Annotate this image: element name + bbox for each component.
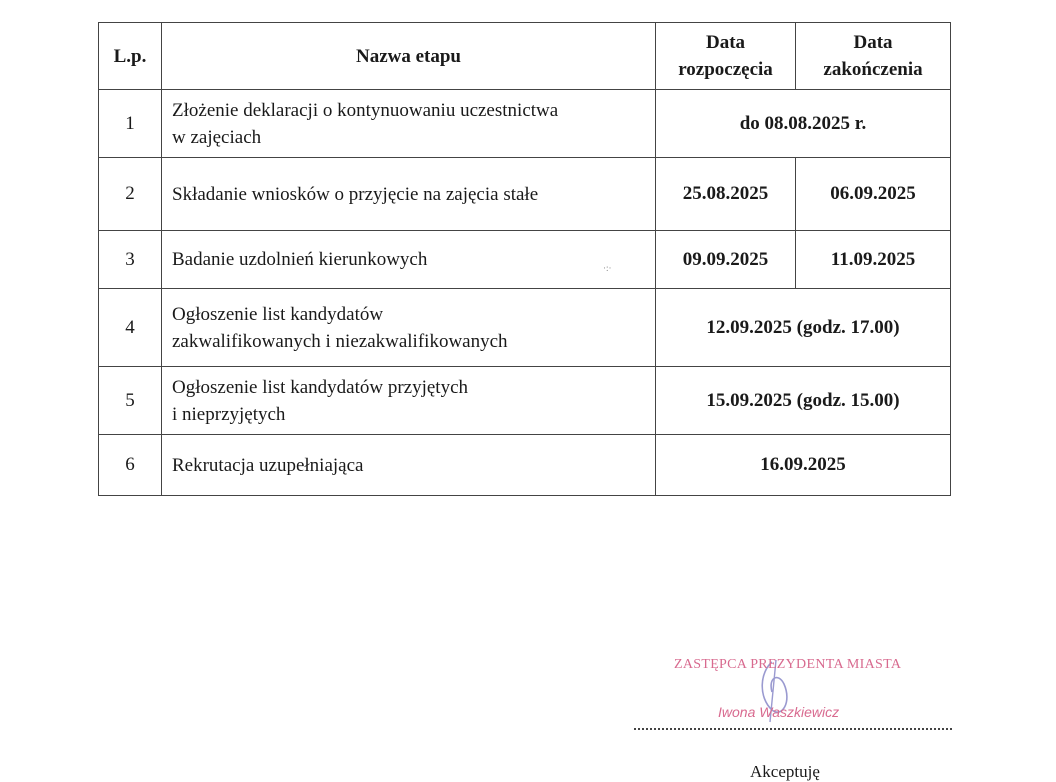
stage-name [162,289,656,367]
signature-line [634,718,952,730]
stage-name-line1: Złożenie deklaracji o kontynuowaniu uczestnictwa [172,99,559,121]
stage-date: 16.09.2025 [656,435,951,496]
header-end-line2: zakończenia [823,59,923,80]
header-start-line2: rozpoczęcia [678,59,773,80]
stamp-title: ZASTĘPCA PREZYDENTA MIASTA [674,657,902,672]
table-row [99,289,951,367]
stage-name-line2: i nieprzyjętych [172,403,286,425]
table-row [99,231,951,289]
stage-date: 15.09.2025 (godz. 15.00) [656,367,951,435]
header-start-date [656,23,796,90]
row-number: 3 [99,231,162,289]
stage-name: Składanie wniosków o przyjęcie na zajęcia stałe [162,158,656,231]
header-lp: L.p. [99,23,162,90]
accept-label: Akceptuję [750,762,820,781]
stage-name-line2: zakwalifikowanych i niezakwalifikowanych [172,330,508,352]
stage-date: 12.09.2025 (godz. 17.00) [656,289,951,367]
stage-start-date: 25.08.2025 [656,158,796,231]
table-header-row [99,23,951,90]
stage-name [162,367,656,435]
table-row [99,435,951,496]
header-stage-name: Nazwa etapu [162,23,656,90]
header-end-date [796,23,951,90]
stage-start-date: 09.09.2025 [656,231,796,289]
recruitment-schedule-table [98,22,951,496]
table-row [99,158,951,231]
row-number: 1 [99,90,162,158]
stage-date: do 08.08.2025 r. [656,90,951,158]
stage-name: Badanie uzdolnień kierunkowych [162,231,656,289]
header-start-line1: Data [705,32,746,53]
stage-name [162,90,656,158]
scan-speck: ·:· [603,263,612,273]
stage-name-line1: Ogłoszenie list kandydatów [172,303,384,325]
row-number: 2 [99,158,162,231]
table-row [99,90,951,158]
header-end-line1: Data [853,32,893,53]
stage-end-date: 06.09.2025 [796,158,951,231]
stage-name-line2: w zajęciach [172,126,262,148]
row-number: 4 [99,289,162,367]
stamp-signatory-name: Iwona Waszkiewicz [718,704,840,720]
table-row [99,367,951,435]
stage-name-line1: Ogłoszenie list kandydatów przyjętych [172,376,469,398]
row-number: 5 [99,367,162,435]
stage-end-date: 11.09.2025 [796,231,951,289]
row-number: 6 [99,435,162,496]
stage-name: Rekrutacja uzupełniająca [162,435,656,496]
